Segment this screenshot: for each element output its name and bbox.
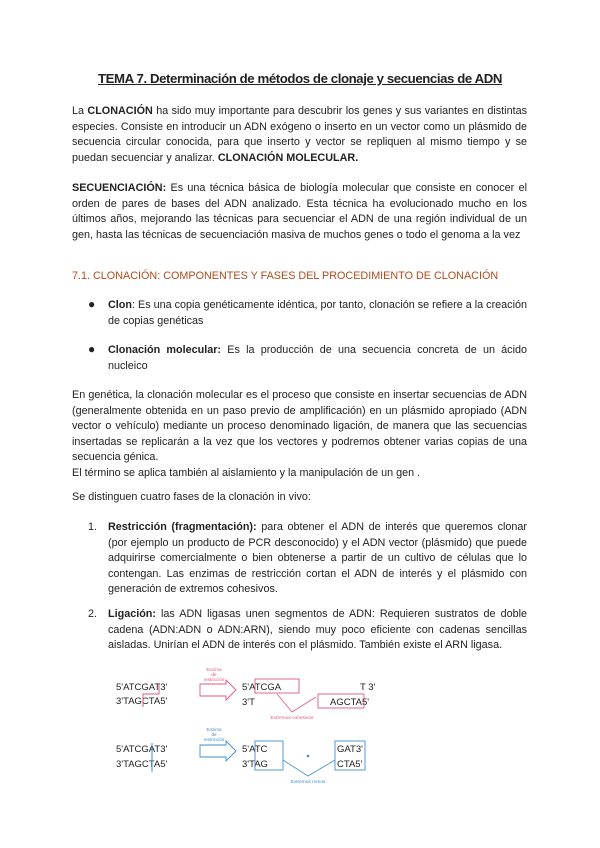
fragment-right: CTA5' — [337, 759, 363, 770]
step-number: 1. — [88, 521, 98, 533]
bullet-marker: ● — [88, 342, 96, 356]
dot — [307, 755, 310, 758]
step-ligacion: Ligación: las ADN ligasas unen segmentos de ADN: Requieren sustratos de doble cadena (ADN:ADN o ADN:ARN), siendo muy poco eficiente con cadenas sencillas aisladas. Unirían el ADN de interés con el plásmido. También existe el ARN ligasa. — [108, 608, 527, 651]
enzyme-label: de — [211, 732, 217, 737]
intro-paragraph: La CLONACIÓN ha sido muy importante para descubrir los genes y sus variantes en distintas especies. Consiste en introducir un ADN exógeno o inserto en un vector como un plásmido de secuencia circular conocida, para que inserto y vector se repliquen al mismo tiempo y se puedan secuenciar y analizar. CLONACIÓN MOLECULAR. — [72, 105, 527, 164]
fragment-right: GAT3' — [337, 744, 363, 755]
connector — [277, 694, 316, 712]
connector — [283, 760, 335, 776]
arrow-icon — [200, 741, 236, 761]
fragment-left: 3'T — [242, 697, 255, 708]
sticky-end-box — [318, 694, 364, 708]
cut-line-pink — [143, 683, 159, 707]
bullet-marker: ● — [88, 297, 96, 311]
sticky-end-box — [255, 679, 299, 693]
enzyme-label: Enzima — [206, 667, 222, 672]
blunt-end-box — [335, 741, 365, 770]
term-secuenciacion: SECUENCIACIÓN: — [72, 182, 167, 194]
dna-strand-top: 5'ATCGAT3' — [116, 682, 168, 693]
step-restriccion: Restricción (fragmentación): para obtener el ADN de interés que queremos clonar (por ejemplo un producto de PCR desconocido) y el ADN vector (plásmido) que puede adquirirse comercialmente o bien obtenerse a partir de un cultivo de células que lo contengan. Las enzimas de restricción cortan el ADN de interés y el plásmido con generación de extremos cohesivos. — [108, 521, 527, 595]
blunt-label: Extremos romos — [290, 780, 326, 785]
fragment-left: 5'ATC — [242, 744, 268, 755]
enzyme-label: Enzima — [206, 727, 222, 732]
blunt-end-box — [255, 741, 283, 770]
arrow-icon — [200, 680, 236, 700]
dna-strand-top: 5'ATCGAT3' — [116, 744, 168, 755]
sticky-label: Extremos cohesivos — [270, 716, 314, 721]
phases-intro: Se distinguen cuatro fases de la clonación in vivo: — [72, 491, 311, 503]
section-heading: 7.1. CLONACIÓN: COMPONENTES Y FASES DEL PROCEDIMIENTO DE CLONACIÓN — [72, 270, 499, 282]
enzyme-label: restricción — [203, 677, 225, 682]
dna-strand-bottom: 3'TAGCTA5' — [116, 759, 168, 770]
genetics-paragraph: En genética, la clonación molecular es el proceso que consiste en insertar secuencias de ADN (generalmente obtenida en un paso previo de amplificación) en un plásmido apropiado (ADN vector o vehículo) mediante un proceso denominado ligación, de manera que las secuencias insertadas se replicarán a la vez que los vectores y podremos obtener varias copias de una secuencia génica. El término se aplica también al aislamiento y la manipulación de un gen . — [72, 389, 527, 479]
term-clonacion: CLONACIÓN — [87, 105, 153, 117]
dna-strand-bottom: 3'TAGCTA5' — [116, 696, 168, 707]
bullet-clon: Clon: Es una copia genéticamente idéntica, por tanto, clonación se refiere a la creación de copias genéticas — [108, 299, 527, 327]
secuenciacion-paragraph: SECUENCIACIÓN: Es una técnica básica de biología molecular que consiste en conocer el orden de pares de bases del ADN analizado. Esta técnica ha evolucionado mucho en los últimos años, mejorando las técnicas para secuenciar el ADN de una región individual de un gen, hasta las técnicas de secuenciación masiva de muchos genes o todo el genoma a la vez — [72, 182, 527, 241]
page-title: TEMA 7. Determinación de métodos de clonaje y secuencias de ADN — [97, 71, 502, 86]
fragment-right: AGCTA5' — [330, 697, 370, 708]
enzyme-label: de — [211, 672, 217, 677]
fragment-left: 3'TAG — [242, 759, 268, 770]
step-number: 2. — [88, 608, 98, 620]
fragment-right: T 3' — [360, 682, 376, 693]
term-clonacion-molecular: CLONACIÓN MOLECULAR. — [217, 151, 359, 164]
enzyme-label: restricción — [203, 737, 225, 742]
bullet-clonacion-molecular: Clonación molecular: Es la producción de una secuencia concreta de un ácido nucleico — [108, 344, 527, 372]
fragment-left: 5'ATCGA — [242, 682, 282, 693]
